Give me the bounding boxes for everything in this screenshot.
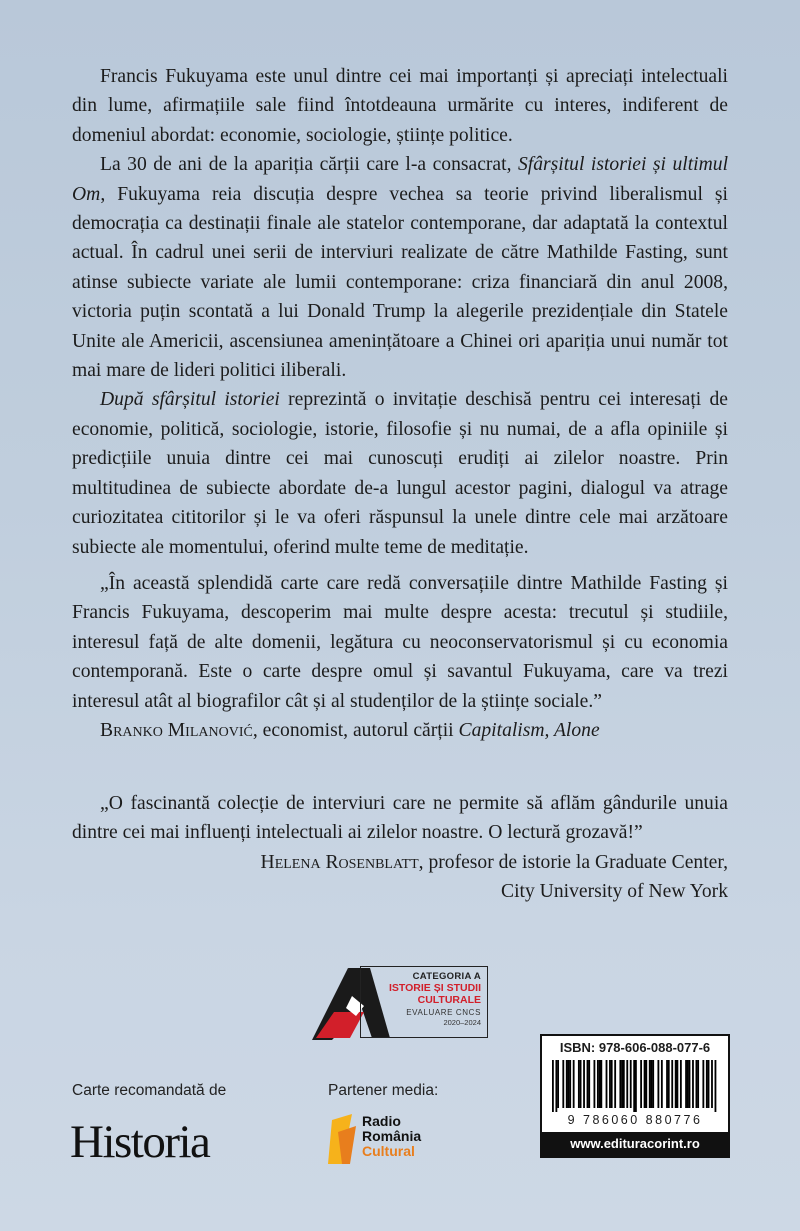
intro-paragraph-1: Francis Fukuyama este unul dintre cei mai importanți și apreciați intelectuali din lume, afirmațiile sale fiind întotdeauna urmărite cu interes, indiferent de domeniul abordat: economie, sociologie, științe politice. [72,66,728,146]
quote-1-role: , economist, autorul cărții [252,720,459,742]
book-title: După sfârșitul istoriei [100,389,280,411]
intro-p2-start: La 30 de ani de la apariția cărții care l-a consacrat, [100,154,518,176]
isbn-barcode-panel [540,1034,730,1158]
barcode-bar [594,1060,596,1108]
radio-line-3: Cultural [362,1143,415,1159]
barcode-bar [580,1060,582,1108]
barcode-bar [692,1060,694,1108]
quote-2-institution: City University of New York [501,881,728,903]
barcode-bar [588,1060,590,1108]
barcode-bar [606,1060,608,1108]
barcode-bar [668,1060,670,1108]
description-section [72,62,728,562]
barcode-bar [640,1060,642,1108]
barcode-bar [677,1060,679,1108]
barcode-bar [587,1060,589,1108]
barcode-bar [611,1060,613,1108]
barcode-bar [552,1060,554,1112]
barcode-bar [697,1060,699,1108]
media-partner-label: Partener media: [328,1082,439,1099]
intro-paragraph-2 [72,150,728,385]
barcode-bar [696,1060,698,1108]
barcode-bar [652,1060,654,1108]
barcode-bar [566,1060,568,1108]
historia-logo: Historia [70,1116,210,1168]
barcode-icon [552,1060,718,1112]
quote-2-attribution-line-1 [72,848,728,877]
intro-paragraph-3 [72,385,728,561]
intro-p3-rest: reprezintă o invitație deschisă pentru cei interesați de economie, politică, sociologie, istorie, filosofie și nu numai, de a afla opiniile și predicțiile unuia dintre cei mai cunoscuți erudiți ai zilelor noastre. Prin multitudinea de subiecte abordate de-a lungul acestor pagini, dialogul va atrage curiozitatea cititorilor și le va oferi răspunsul la unele dintre cele mai arzătoare subiecte ale momentului, oferind multe teme de meditație. [72,389,728,558]
quote-1-text: „În această splendidă carte care redă conversațiile dintre Mathilde Fasting și Francis Fukuyama, descoperim mai multe despre acesta: trecutul și studiile, interesul față de alte domenii, legătura cu neoconservatorismul și cu economia contemporană. Este o carte despre omul și savantul Fukuyama, care va trezi interesul atât al biografilor cât și al studenților de la științe sociale.” [72,573,728,712]
original-book-title: Sfârșitul istoriei și ultimul Om [72,154,729,205]
barcode-bar [680,1060,682,1108]
radio-name [362,1114,421,1159]
barcode-bar [619,1060,621,1108]
category-text-box [360,966,488,1038]
endorsement-quote-1 [72,569,728,745]
barcode-bar [578,1060,580,1108]
barcode-bar [626,1060,628,1108]
radio-wave-icon [328,1114,358,1164]
recommended-by-label: Carte recomandată de [72,1082,227,1099]
radio-line-1: Radio [362,1113,401,1129]
barcode-bar [555,1060,557,1112]
barcode-bar [689,1060,691,1108]
publisher-website: www.edituracorint.ro [542,1132,728,1156]
barcode-bar [635,1060,637,1112]
barcode-bar [583,1060,585,1108]
barcode-bar [687,1060,689,1108]
barcode-bar [609,1060,611,1108]
barcode-bar [715,1060,717,1112]
barcode-digits: 9 786060 880776 [567,1113,703,1127]
barcode-bar [568,1060,570,1108]
barcode-bar [685,1060,687,1108]
barcode-bar [671,1060,673,1108]
barcode-bar [621,1060,623,1108]
barcode-bar [661,1060,663,1108]
quote-2-text: „O fascinantă colecție de interviuri care ne permite să aflăm gândurile unuia dintre cei mai influenți intelectuali ai zilelor noastre. O lectură grozavă!” [72,793,728,844]
evaluation-label: EVALUARE CNCS [406,1008,481,1017]
barcode-bar [573,1060,575,1108]
barcode-bar [666,1060,668,1108]
barcode-bar [644,1060,646,1108]
barcode-bar [600,1060,602,1108]
barcode-bar [633,1060,635,1112]
quote-2-attribution [72,848,728,907]
barcode-bar [706,1060,708,1108]
barcode-bar [651,1060,653,1108]
evaluation-years: 2020–2024 [443,1018,481,1027]
category-field-line-1: ISTORIE ȘI STUDII [389,982,481,994]
barcode-bar [614,1060,616,1108]
barcode-bar [630,1060,632,1108]
isbn-label: ISBN: 978-606-088-077-6 [559,1040,711,1055]
barcode-bar [562,1060,564,1108]
barcode-bar [623,1060,625,1108]
quote-1-author: Branko Milanović [100,720,253,742]
cncs-category-badge [312,966,488,1040]
barcode-bar [649,1060,651,1108]
barcode-bar [597,1060,599,1108]
intro-p2-rest: , Fukuyama reia discuția despre vechea sa teorie privind liberalismul și democrația ca destinații finale ale statelor contemporane, dar adaptată la contextul actual. În cadrul unei serii de interviuri realizate de către Mathilde Fasting, sunt atinse subiecte variate ale lumii contemporane: criza financiară din anul 2008, victoria puțin scontată a lui Donald Trump la alegerile prezidențiale din Statele Unite ale Americii, ascensiunea amenințătoare a Chinei ori apariția unui număr tot mai mare de lideri politici iliberali. [72,183,728,382]
barcode-bar [708,1060,710,1108]
radio-line-2: România [362,1128,422,1144]
barcode-bar [675,1060,677,1108]
barcode-bar [569,1060,571,1108]
quote-2-role: , profesor de istorie la Graduate Center, [418,851,728,873]
barcode-bar [711,1060,713,1108]
category-label: CATEGORIA A [412,971,481,982]
quote-2-author: Helena Rosenblatt [260,851,419,873]
barcode-bar [645,1060,647,1108]
barcode-bar [599,1060,601,1108]
barcode-bar [557,1060,559,1108]
endorsement-quote-2 [72,789,728,907]
category-field-line-2: CULTURALE [417,994,481,1006]
barcode-bar [657,1060,659,1108]
quote-1-book: Capitalism, Alone [458,720,600,742]
radio-romania-cultural-logo [328,1112,468,1168]
barcode-bar [702,1060,704,1108]
quote-1-attribution [72,716,728,745]
